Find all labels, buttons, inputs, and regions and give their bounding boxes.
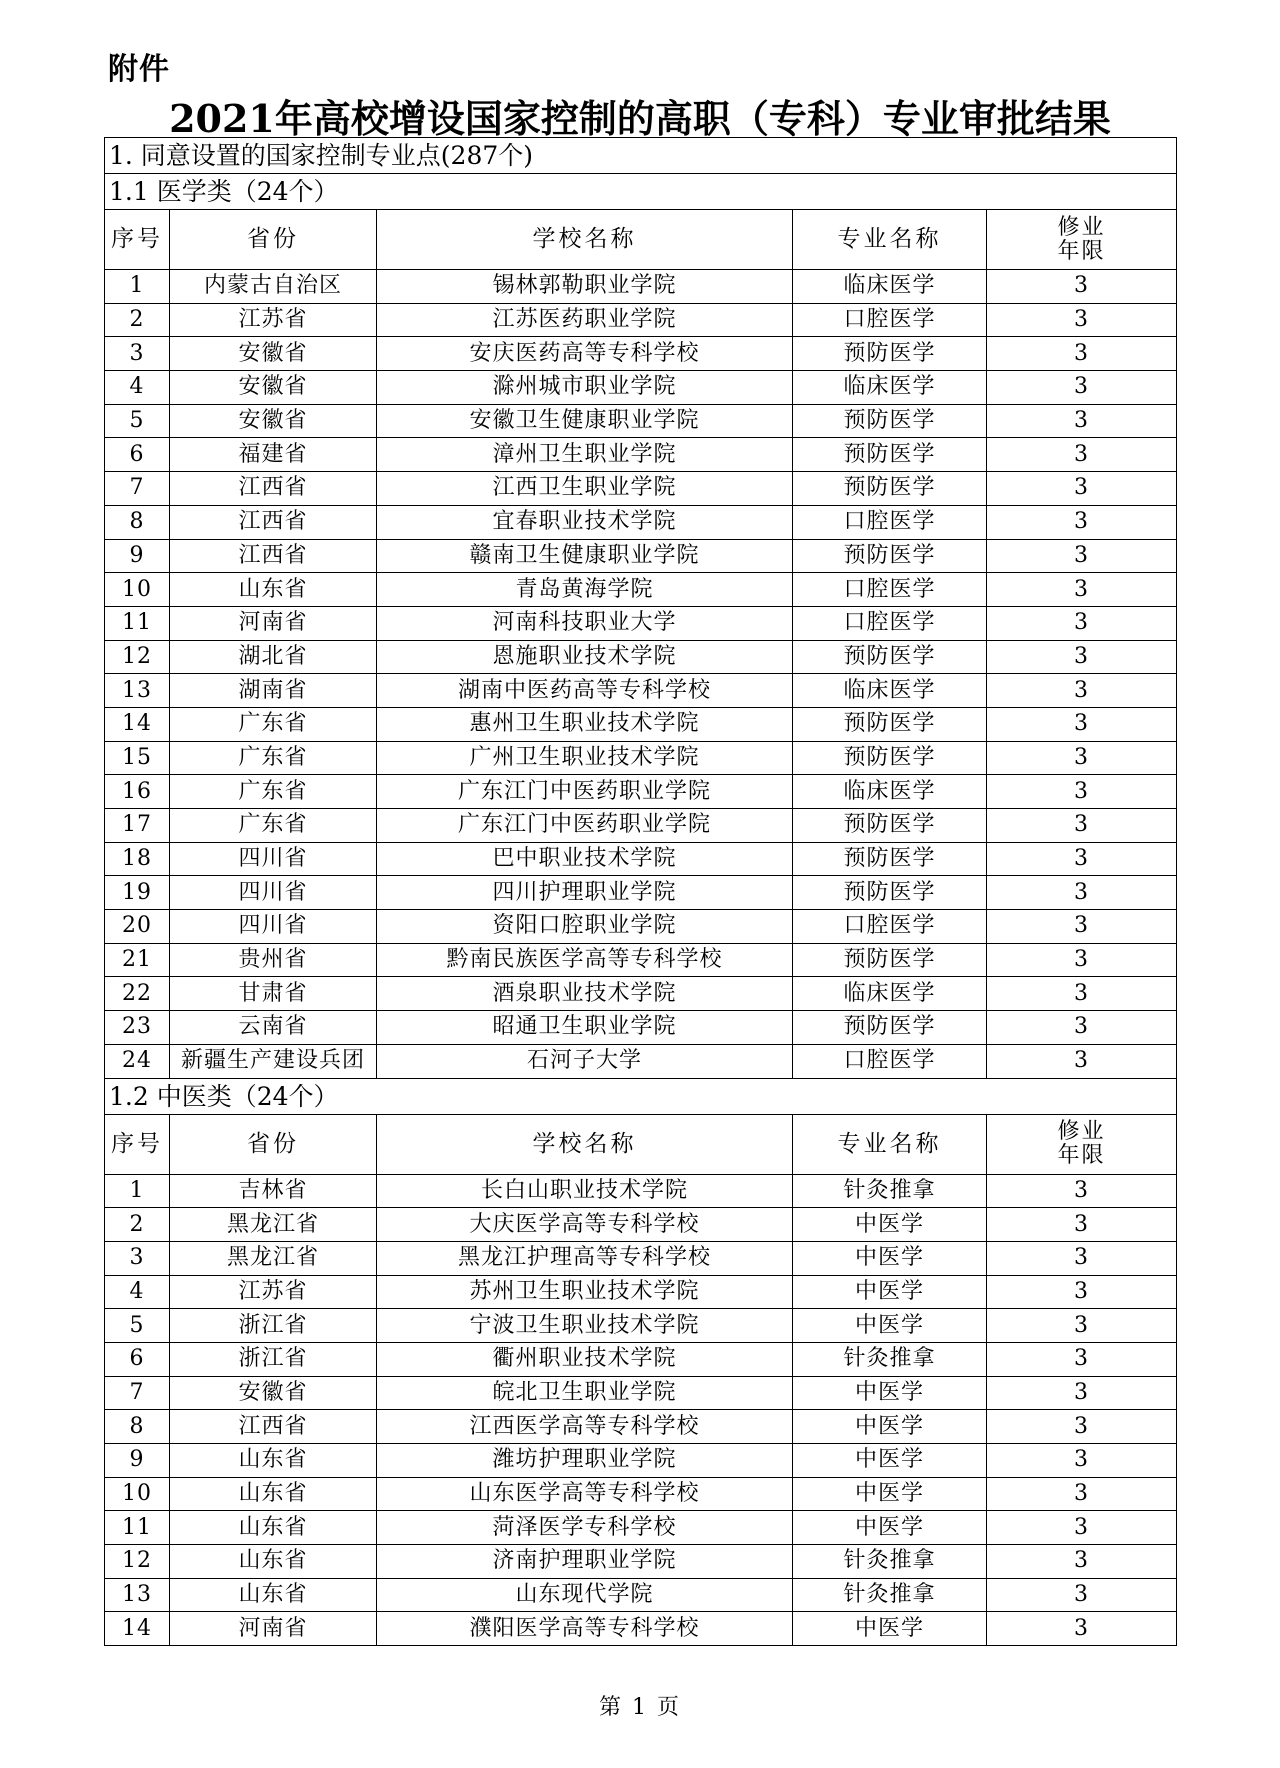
col-header-years bbox=[987, 1114, 1177, 1174]
cell-major: 针灸推拿 bbox=[793, 1578, 987, 1612]
cell-school: 濮阳医学高等专科学校 bbox=[377, 1612, 793, 1646]
cell-school: 巴中职业技术学院 bbox=[377, 842, 793, 876]
cell-years: 3 bbox=[987, 371, 1177, 405]
table-row bbox=[105, 303, 1177, 337]
cell-major: 口腔医学 bbox=[793, 303, 987, 337]
cell-school: 长白山职业技术学院 bbox=[377, 1174, 793, 1208]
cell-school: 江西卫生职业学院 bbox=[377, 472, 793, 506]
cell-school: 漳州卫生职业学院 bbox=[377, 438, 793, 472]
col-header-school: 学校名称 bbox=[377, 1114, 793, 1174]
cell-major: 针灸推拿 bbox=[793, 1342, 987, 1376]
cell-major: 预防医学 bbox=[793, 472, 987, 506]
table-row bbox=[105, 809, 1177, 843]
cell-province: 福建省 bbox=[170, 438, 377, 472]
cell-school: 石河子大学 bbox=[377, 1044, 793, 1078]
cell-major: 针灸推拿 bbox=[793, 1545, 987, 1579]
cell-school: 昭通卫生职业学院 bbox=[377, 1011, 793, 1045]
cell-years: 3 bbox=[987, 404, 1177, 438]
cell-years: 3 bbox=[987, 977, 1177, 1011]
cell-school: 资阳口腔职业学院 bbox=[377, 910, 793, 944]
table-row bbox=[105, 1011, 1177, 1045]
table-row bbox=[105, 943, 1177, 977]
cell-years: 3 bbox=[987, 809, 1177, 843]
cell-years: 3 bbox=[987, 539, 1177, 573]
cell-major: 预防医学 bbox=[793, 1011, 987, 1045]
table-row bbox=[105, 1309, 1177, 1343]
col-header-years-line1: 修业 bbox=[1057, 1119, 1106, 1144]
cell-major: 预防医学 bbox=[793, 337, 987, 371]
cell-years: 3 bbox=[987, 775, 1177, 809]
table-row bbox=[105, 741, 1177, 775]
cell-school: 恩施职业技术学院 bbox=[377, 640, 793, 674]
cell-school: 河南科技职业大学 bbox=[377, 606, 793, 640]
cell-school: 大庆医学高等专科学校 bbox=[377, 1208, 793, 1242]
cell-province: 四川省 bbox=[170, 876, 377, 910]
cell-school: 锡林郭勒职业学院 bbox=[377, 270, 793, 304]
cell-major: 预防医学 bbox=[793, 539, 987, 573]
cell-province: 湖北省 bbox=[170, 640, 377, 674]
cell-major: 临床医学 bbox=[793, 270, 987, 304]
cell-index: 2 bbox=[105, 1208, 170, 1242]
cell-school: 惠州卫生职业技术学院 bbox=[377, 707, 793, 741]
cell-index: 1 bbox=[105, 270, 170, 304]
table-row bbox=[105, 270, 1177, 304]
cell-years: 3 bbox=[987, 606, 1177, 640]
cell-province: 江西省 bbox=[170, 472, 377, 506]
cell-school: 赣南卫生健康职业学院 bbox=[377, 539, 793, 573]
cell-province: 山东省 bbox=[170, 573, 377, 607]
cell-years: 3 bbox=[987, 674, 1177, 708]
header-row bbox=[105, 1114, 1177, 1174]
table-row bbox=[105, 1578, 1177, 1612]
table-row bbox=[105, 1477, 1177, 1511]
col-header-province: 省份 bbox=[170, 1114, 377, 1174]
cell-years: 3 bbox=[987, 472, 1177, 506]
cell-index: 11 bbox=[105, 606, 170, 640]
cell-index: 12 bbox=[105, 1545, 170, 1579]
table-body bbox=[105, 138, 1177, 1646]
cell-major: 预防医学 bbox=[793, 438, 987, 472]
table-row bbox=[105, 977, 1177, 1011]
cell-years: 3 bbox=[987, 505, 1177, 539]
cell-school: 山东现代学院 bbox=[377, 1578, 793, 1612]
cell-school: 黔南民族医学高等专科学校 bbox=[377, 943, 793, 977]
cell-school: 滁州城市职业学院 bbox=[377, 371, 793, 405]
cell-school: 江西医学高等专科学校 bbox=[377, 1410, 793, 1444]
annex-label: 附件 bbox=[108, 52, 170, 87]
cell-school: 衢州职业技术学院 bbox=[377, 1342, 793, 1376]
cell-school: 四川护理职业学院 bbox=[377, 876, 793, 910]
cell-index: 10 bbox=[105, 1477, 170, 1511]
cell-major: 中医学 bbox=[793, 1208, 987, 1242]
table-row bbox=[105, 404, 1177, 438]
table-row bbox=[105, 640, 1177, 674]
table-row bbox=[105, 505, 1177, 539]
cell-province: 安徽省 bbox=[170, 1376, 377, 1410]
cell-index: 5 bbox=[105, 404, 170, 438]
table-row bbox=[105, 438, 1177, 472]
cell-province: 湖南省 bbox=[170, 674, 377, 708]
cell-school: 宁波卫生职业技术学院 bbox=[377, 1309, 793, 1343]
cell-years: 3 bbox=[987, 1208, 1177, 1242]
cell-major: 中医学 bbox=[793, 1309, 987, 1343]
cell-index: 12 bbox=[105, 640, 170, 674]
cell-major: 中医学 bbox=[793, 1410, 987, 1444]
cell-province: 贵州省 bbox=[170, 943, 377, 977]
cell-school: 菏泽医学专科学校 bbox=[377, 1511, 793, 1545]
page-footer: 第 1 页 bbox=[599, 1695, 681, 1720]
cell-years: 3 bbox=[987, 438, 1177, 472]
cell-years: 3 bbox=[987, 876, 1177, 910]
cell-school: 黑龙江护理高等专科学校 bbox=[377, 1241, 793, 1275]
col-header-years-line1: 修业 bbox=[1057, 214, 1106, 240]
cell-index: 9 bbox=[105, 1444, 170, 1478]
cell-school: 苏州卫生职业技术学院 bbox=[377, 1275, 793, 1309]
header-row bbox=[105, 210, 1177, 270]
cell-school: 江苏医药职业学院 bbox=[377, 303, 793, 337]
cell-province: 广东省 bbox=[170, 809, 377, 843]
cell-province: 新疆生产建设兵团 bbox=[170, 1044, 377, 1078]
table-row bbox=[105, 371, 1177, 405]
cell-index: 14 bbox=[105, 707, 170, 741]
table-row bbox=[105, 573, 1177, 607]
cell-province: 安徽省 bbox=[170, 337, 377, 371]
cell-province: 广东省 bbox=[170, 741, 377, 775]
table-row bbox=[105, 606, 1177, 640]
cell-years: 3 bbox=[987, 1011, 1177, 1045]
table-row bbox=[105, 1511, 1177, 1545]
cell-major: 预防医学 bbox=[793, 943, 987, 977]
cell-index: 6 bbox=[105, 438, 170, 472]
col-header-province: 省份 bbox=[170, 210, 377, 270]
cell-index: 20 bbox=[105, 910, 170, 944]
cell-province: 黑龙江省 bbox=[170, 1241, 377, 1275]
cell-province: 山东省 bbox=[170, 1477, 377, 1511]
cell-index: 14 bbox=[105, 1612, 170, 1646]
cell-years: 3 bbox=[987, 1477, 1177, 1511]
cell-index: 21 bbox=[105, 943, 170, 977]
cell-province: 黑龙江省 bbox=[170, 1208, 377, 1242]
cell-major: 中医学 bbox=[793, 1511, 987, 1545]
cell-index: 11 bbox=[105, 1511, 170, 1545]
cell-province: 山东省 bbox=[170, 1578, 377, 1612]
cell-major: 预防医学 bbox=[793, 741, 987, 775]
cell-major: 临床医学 bbox=[793, 674, 987, 708]
cell-index: 13 bbox=[105, 1578, 170, 1612]
section-heading: 1.2 中医类（24个） bbox=[105, 1078, 1177, 1114]
cell-province: 河南省 bbox=[170, 606, 377, 640]
section-main-row bbox=[105, 138, 1177, 174]
table-row bbox=[105, 1174, 1177, 1208]
cell-major: 预防医学 bbox=[793, 404, 987, 438]
cell-years: 3 bbox=[987, 573, 1177, 607]
cell-index: 9 bbox=[105, 539, 170, 573]
col-header-years-line2: 年限 bbox=[1057, 238, 1106, 264]
cell-index: 13 bbox=[105, 674, 170, 708]
cell-years: 3 bbox=[987, 270, 1177, 304]
cell-index: 2 bbox=[105, 303, 170, 337]
cell-index: 19 bbox=[105, 876, 170, 910]
cell-index: 5 bbox=[105, 1309, 170, 1343]
table-row bbox=[105, 472, 1177, 506]
cell-years: 3 bbox=[987, 303, 1177, 337]
cell-index: 8 bbox=[105, 1410, 170, 1444]
cell-index: 24 bbox=[105, 1044, 170, 1078]
cell-years: 3 bbox=[987, 640, 1177, 674]
cell-years: 3 bbox=[987, 1342, 1177, 1376]
cell-years: 3 bbox=[987, 337, 1177, 371]
table-row bbox=[105, 1444, 1177, 1478]
cell-school: 宜春职业技术学院 bbox=[377, 505, 793, 539]
cell-major: 临床医学 bbox=[793, 775, 987, 809]
cell-index: 15 bbox=[105, 741, 170, 775]
cell-major: 中医学 bbox=[793, 1444, 987, 1478]
cell-province: 广东省 bbox=[170, 775, 377, 809]
cell-years: 3 bbox=[987, 1612, 1177, 1646]
section-row-tcm bbox=[105, 1078, 1177, 1114]
cell-index: 4 bbox=[105, 1275, 170, 1309]
table-row bbox=[105, 910, 1177, 944]
cell-province: 内蒙古自治区 bbox=[170, 270, 377, 304]
table-row bbox=[105, 707, 1177, 741]
cell-years: 3 bbox=[987, 1511, 1177, 1545]
cell-school: 湖南中医药高等专科学校 bbox=[377, 674, 793, 708]
cell-school: 酒泉职业技术学院 bbox=[377, 977, 793, 1011]
cell-years: 3 bbox=[987, 943, 1177, 977]
cell-province: 江西省 bbox=[170, 505, 377, 539]
cell-province: 甘肃省 bbox=[170, 977, 377, 1011]
cell-major: 预防医学 bbox=[793, 640, 987, 674]
cell-major: 中医学 bbox=[793, 1477, 987, 1511]
cell-province: 山东省 bbox=[170, 1511, 377, 1545]
cell-years: 3 bbox=[987, 1444, 1177, 1478]
cell-major: 临床医学 bbox=[793, 977, 987, 1011]
table-row bbox=[105, 1342, 1177, 1376]
table-row bbox=[105, 337, 1177, 371]
cell-major: 预防医学 bbox=[793, 809, 987, 843]
cell-years: 3 bbox=[987, 1044, 1177, 1078]
cell-province: 江苏省 bbox=[170, 303, 377, 337]
cell-province: 江西省 bbox=[170, 1410, 377, 1444]
cell-province: 山东省 bbox=[170, 1444, 377, 1478]
cell-province: 江西省 bbox=[170, 539, 377, 573]
table-row bbox=[105, 1275, 1177, 1309]
cell-years: 3 bbox=[987, 910, 1177, 944]
section-main-heading: 1. 同意设置的国家控制专业点(287个) bbox=[105, 138, 1177, 174]
cell-years: 3 bbox=[987, 1309, 1177, 1343]
cell-province: 浙江省 bbox=[170, 1309, 377, 1343]
approval-table bbox=[104, 137, 1177, 1646]
cell-province: 安徽省 bbox=[170, 371, 377, 405]
cell-province: 四川省 bbox=[170, 910, 377, 944]
col-header-major: 专业名称 bbox=[793, 210, 987, 270]
table-row bbox=[105, 674, 1177, 708]
cell-index: 7 bbox=[105, 1376, 170, 1410]
cell-province: 安徽省 bbox=[170, 404, 377, 438]
cell-major: 口腔医学 bbox=[793, 573, 987, 607]
cell-school: 安庆医药高等专科学校 bbox=[377, 337, 793, 371]
cell-major: 口腔医学 bbox=[793, 606, 987, 640]
cell-province: 河南省 bbox=[170, 1612, 377, 1646]
cell-province: 吉林省 bbox=[170, 1174, 377, 1208]
table-row bbox=[105, 1545, 1177, 1579]
page-title: 2021年高校增设国家控制的高职（专科）专业审批结果 bbox=[169, 96, 1111, 141]
cell-major: 口腔医学 bbox=[793, 505, 987, 539]
table-row bbox=[105, 1410, 1177, 1444]
cell-years: 3 bbox=[987, 842, 1177, 876]
cell-years: 3 bbox=[987, 1241, 1177, 1275]
cell-school: 济南护理职业学院 bbox=[377, 1545, 793, 1579]
cell-index: 4 bbox=[105, 371, 170, 405]
cell-school: 安徽卫生健康职业学院 bbox=[377, 404, 793, 438]
cell-index: 6 bbox=[105, 1342, 170, 1376]
col-header-years-line2: 年限 bbox=[1057, 1143, 1106, 1168]
cell-school: 广东江门中医药职业学院 bbox=[377, 775, 793, 809]
cell-index: 7 bbox=[105, 472, 170, 506]
cell-major: 口腔医学 bbox=[793, 1044, 987, 1078]
cell-index: 1 bbox=[105, 1174, 170, 1208]
col-header-school: 学校名称 bbox=[377, 210, 793, 270]
cell-major: 口腔医学 bbox=[793, 910, 987, 944]
cell-years: 3 bbox=[987, 1410, 1177, 1444]
table-row bbox=[105, 1376, 1177, 1410]
cell-major: 临床医学 bbox=[793, 371, 987, 405]
cell-province: 山东省 bbox=[170, 1545, 377, 1579]
cell-major: 预防医学 bbox=[793, 707, 987, 741]
cell-major: 中医学 bbox=[793, 1275, 987, 1309]
table-row bbox=[105, 842, 1177, 876]
table-row bbox=[105, 539, 1177, 573]
table-row bbox=[105, 1612, 1177, 1646]
cell-index: 18 bbox=[105, 842, 170, 876]
cell-province: 浙江省 bbox=[170, 1342, 377, 1376]
cell-major: 预防医学 bbox=[793, 842, 987, 876]
cell-major: 中医学 bbox=[793, 1376, 987, 1410]
cell-major: 中医学 bbox=[793, 1241, 987, 1275]
cell-school: 潍坊护理职业学院 bbox=[377, 1444, 793, 1478]
cell-index: 10 bbox=[105, 573, 170, 607]
table-row bbox=[105, 876, 1177, 910]
col-header-years bbox=[987, 210, 1177, 270]
cell-years: 3 bbox=[987, 741, 1177, 775]
cell-index: 3 bbox=[105, 337, 170, 371]
cell-years: 3 bbox=[987, 1578, 1177, 1612]
cell-province: 江苏省 bbox=[170, 1275, 377, 1309]
cell-years: 3 bbox=[987, 1545, 1177, 1579]
cell-years: 3 bbox=[987, 1174, 1177, 1208]
cell-province: 广东省 bbox=[170, 707, 377, 741]
cell-province: 云南省 bbox=[170, 1011, 377, 1045]
section-heading: 1.1 医学类（24个） bbox=[105, 174, 1177, 210]
table-row bbox=[105, 1241, 1177, 1275]
table-row bbox=[105, 1044, 1177, 1078]
cell-index: 17 bbox=[105, 809, 170, 843]
cell-index: 8 bbox=[105, 505, 170, 539]
cell-major: 针灸推拿 bbox=[793, 1174, 987, 1208]
cell-province: 四川省 bbox=[170, 842, 377, 876]
col-header-major: 专业名称 bbox=[793, 1114, 987, 1174]
cell-index: 22 bbox=[105, 977, 170, 1011]
cell-index: 3 bbox=[105, 1241, 170, 1275]
cell-index: 16 bbox=[105, 775, 170, 809]
cell-years: 3 bbox=[987, 1275, 1177, 1309]
cell-school: 皖北卫生职业学院 bbox=[377, 1376, 793, 1410]
cell-school: 青岛黄海学院 bbox=[377, 573, 793, 607]
cell-major: 中医学 bbox=[793, 1612, 987, 1646]
cell-school: 山东医学高等专科学校 bbox=[377, 1477, 793, 1511]
cell-school: 广州卫生职业技术学院 bbox=[377, 741, 793, 775]
cell-index: 23 bbox=[105, 1011, 170, 1045]
cell-school: 广东江门中医药职业学院 bbox=[377, 809, 793, 843]
cell-years: 3 bbox=[987, 707, 1177, 741]
section-row-medicine bbox=[105, 174, 1177, 210]
col-header-index: 序号 bbox=[105, 1114, 170, 1174]
table-row bbox=[105, 1208, 1177, 1242]
table-row bbox=[105, 775, 1177, 809]
cell-major: 预防医学 bbox=[793, 876, 987, 910]
col-header-index: 序号 bbox=[105, 210, 170, 270]
cell-years: 3 bbox=[987, 1376, 1177, 1410]
